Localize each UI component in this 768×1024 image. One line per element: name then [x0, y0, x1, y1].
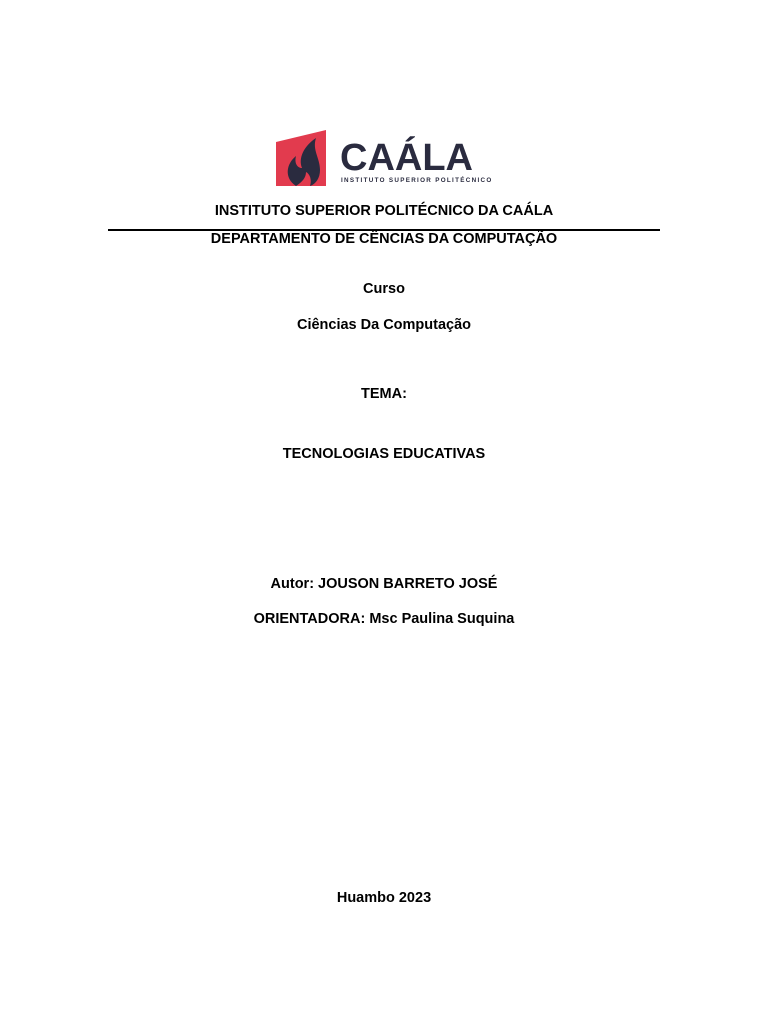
logo-wordmark: CAÁLA	[340, 137, 473, 179]
institution-logo	[276, 128, 493, 188]
place-year: Huambo 2023	[336, 890, 432, 906]
institution-name: INSTITUTO SUPERIOR POLITÉCNICO DA CAÁLA	[214, 203, 554, 219]
course-label: Curso	[363, 281, 405, 297]
topic-label: TEMA:	[361, 386, 407, 402]
flame-logo-icon	[276, 128, 493, 188]
course-name: Ciências Da Computação	[296, 317, 472, 333]
logo-tagline: INSTITUTO SUPERIOR POLITÉCNICO	[341, 177, 493, 184]
department-name: DEPARTAMENTO DE CÊNCIAS DA COMPUTAÇÃO	[210, 231, 558, 247]
advisor-line: ORIENTADORA: Msc Paulina Suquina	[253, 611, 515, 627]
topic-title: TECNOLOGIAS EDUCATIVAS	[282, 446, 486, 462]
author-line: Autor: JOUSON BARRETO JOSÉ	[270, 576, 498, 592]
